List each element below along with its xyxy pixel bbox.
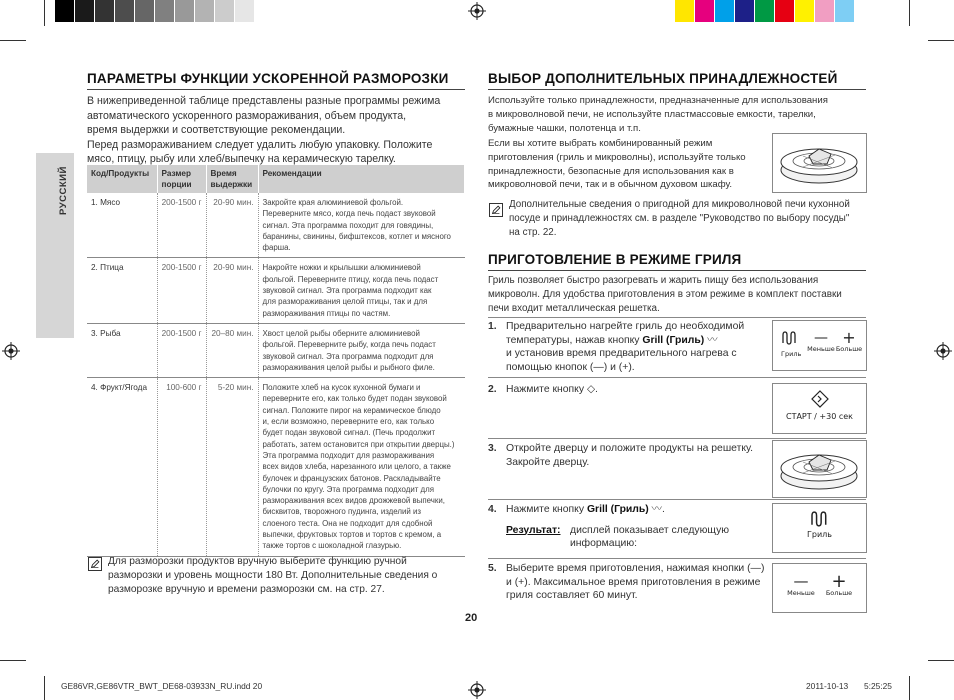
advice-line: фольгой. Переверните птицу, когда печь подаст <box>262 274 439 284</box>
cell-advice <box>258 193 465 258</box>
cell-time: 20-90 мин. <box>206 193 258 258</box>
crop-mark <box>0 660 26 661</box>
grill-wave-icon: 〰 <box>707 334 718 346</box>
text-line: принадлежности, безопасные для использования как в <box>488 165 734 177</box>
accessories-heading: ВЫБОР ДОПОЛНИТЕЛЬНЫХ ПРИНАДЛЕЖНОСТЕЙ <box>488 71 866 90</box>
text-span: Нажмите кнопку <box>506 504 587 515</box>
text-line: время выдержки и соответствующие рекомендации. <box>87 124 346 136</box>
color-swatch <box>815 0 835 22</box>
less-button-label: Меньше <box>787 589 815 597</box>
color-swatch <box>175 0 195 22</box>
crop-mark <box>44 0 45 26</box>
advice-line: Положите хлеб на кусок кухонной бумаги и <box>262 383 421 393</box>
text-span: Выберите время приготовления, нажимая кнопки ( <box>506 563 751 574</box>
text-line: приготовления (гриль и микроволны), используйте только <box>488 151 746 163</box>
step-divider <box>488 377 866 378</box>
advice-line: Эта программа подходит для размораживания <box>262 450 435 460</box>
advice-line: также тортов с шоколадной глазурью. <box>262 541 402 551</box>
grill-button-label: Гриль <box>781 350 802 358</box>
table-row <box>87 323 465 377</box>
step-3 <box>488 442 770 469</box>
text-span: ). <box>628 361 635 373</box>
grill-display-label: Гриль <box>807 530 832 539</box>
step-4 <box>488 503 770 551</box>
advice-line: сигнал. Положите пирог на керамическое блюдо <box>262 405 441 415</box>
text-line: гриля составляет 60 минут. <box>506 590 638 601</box>
plus-icon: + <box>622 361 629 373</box>
text-line: Используйте только принадлежности, предназначенные для использования <box>488 95 828 106</box>
text-line: в микроволновой печи, не используйте пластмассовые емкости, тарелки, <box>488 108 816 120</box>
grill-wave-icon <box>809 511 831 527</box>
plus-icon: + <box>831 571 847 592</box>
result-text <box>570 524 729 551</box>
crop-mark <box>909 0 910 26</box>
crop-mark <box>0 40 26 41</box>
advice-line: звуковой сигнал. Эта программа подходит для <box>262 351 434 361</box>
text-span: Нажмите кнопку <box>506 384 587 395</box>
color-swatch <box>675 0 695 22</box>
text-span: помощью кнопок ( <box>506 361 594 373</box>
text-line: печи входит металлическая решетка. <box>488 302 660 314</box>
more-button-label: Больше <box>835 345 863 353</box>
advice-line: фарша. <box>262 243 291 253</box>
text-line: Закройте дверцу. <box>506 456 590 468</box>
table-header-row <box>87 165 465 193</box>
defrost-table <box>87 165 465 557</box>
grill-wave-icon: 〰 <box>651 504 663 515</box>
advice-line: размораживания целой рыбы и рыбного филе. <box>262 362 435 372</box>
advice-line: булочки по кругу. Эта программа подходит для <box>262 484 435 494</box>
cell-size: 100-600 г <box>157 378 206 556</box>
text-line: Перед размораживанием следует удалить любую упаковку. Положите <box>87 138 433 151</box>
advice-line: звуковой сигнал. Эта программа подходит как <box>262 286 432 296</box>
grill-display-panel <box>772 503 867 553</box>
grill-rack-icon <box>773 441 866 497</box>
advice-line: будет подан звуковой сигнал. (Печь продолжит <box>262 428 436 438</box>
cell-code: 4. Фрукт/Ягода <box>87 378 157 556</box>
text-line: разморозке вручную и времени разморозки см. на стр. 27. <box>108 584 385 595</box>
minus-icon: — <box>793 572 809 590</box>
color-swatch <box>155 0 175 22</box>
grill-rack-image <box>772 133 867 193</box>
cell-size: 200-1500 г <box>157 193 206 258</box>
color-swatch <box>755 0 775 22</box>
footer-filename: GE86VR,GE86VTR_BWT_DE68-03933N_RU.indd 20 <box>61 681 263 691</box>
grill-controls-panel <box>772 320 867 371</box>
text-line: Предварительно нагрейте гриль до необходимой <box>506 321 745 332</box>
text-line: Дополнительные сведения о пригодной для микроволновой печи кухонной <box>509 199 850 210</box>
advice-line: Накройте ножки и крылышки алюминиевой <box>262 263 421 273</box>
grill-rack-image <box>772 440 867 498</box>
color-swatch <box>835 0 855 22</box>
table-row <box>87 378 465 556</box>
cell-code: 1. Мясо <box>87 193 157 258</box>
col-header-advice: Рекомендации <box>258 165 465 193</box>
text-line: и установив время предварительного нагрева с <box>506 348 737 359</box>
grill-button[interactable] <box>781 331 802 358</box>
col-header-code: Код/Продукты <box>87 165 157 193</box>
text-line: микроволновой печи, так и в обычном духовом шкафу. <box>488 179 733 191</box>
text-line: информацию: <box>570 538 638 549</box>
defrost-note <box>108 555 468 597</box>
cell-advice <box>258 378 465 556</box>
text-span: ) <box>760 563 765 574</box>
text-span: ) и ( <box>603 361 623 373</box>
advice-line: всех видов хлеба, нарезанного или целого, а также <box>262 462 451 472</box>
more-button[interactable] <box>823 571 855 597</box>
plus-icon: + <box>842 328 856 347</box>
accessories-intro <box>488 94 868 135</box>
text-line: микроволн. Для удобства приготовления в этом режиме в комплект поставки <box>488 288 842 300</box>
grill-button-name: Grill (Гриль) <box>586 504 649 515</box>
text-line: посуде и принадлежностях см. в разделе "Руководство по выбору посуды" <box>509 213 850 224</box>
text-line: Для разморозки продуктов вручную выберите функцию ручной <box>108 556 407 567</box>
accessories-note <box>509 198 869 240</box>
text-line: дисплей показывает следующую <box>570 524 730 536</box>
result-row <box>506 524 770 551</box>
text-span: ). Максимальное время приготовления в режиме <box>524 576 761 588</box>
note-pencil-icon <box>489 203 503 217</box>
registration-mark-icon <box>468 2 486 20</box>
color-bar-right <box>675 0 875 22</box>
minus-icon: — <box>593 361 604 373</box>
advice-line: Хвост целой рыбы оберните алюминиевой <box>262 328 420 338</box>
advice-line: переверните его, как только будет подан звуковой <box>262 394 447 404</box>
step-divider <box>488 499 866 500</box>
color-swatch <box>75 0 95 22</box>
advice-line: сигнал. Эта программа походит для говядины, <box>262 220 434 230</box>
text-line <box>506 562 770 576</box>
step-number: 2. <box>488 384 497 395</box>
color-swatch <box>95 0 115 22</box>
start-button-panel <box>772 383 867 434</box>
color-swatch <box>735 0 755 22</box>
text-line: бумажные чашки, полотенца и т.п. <box>488 122 641 134</box>
advice-line: фольгой. Переверните рыбу, когда печь подаст <box>262 340 436 350</box>
color-swatch <box>695 0 715 22</box>
crop-mark <box>928 40 954 41</box>
step-divider <box>488 317 866 318</box>
more-button[interactable] <box>835 328 863 353</box>
table-row <box>87 258 465 323</box>
table-row <box>87 193 465 258</box>
cell-size: 200-1500 г <box>157 323 206 377</box>
text-line <box>506 576 770 590</box>
advice-line: Переверните мясо, когда печь подаст звуковой <box>262 209 436 219</box>
footer-time: 5:25:25 <box>864 681 892 691</box>
text-line: В нижеприведенной таблице представлены разные программы режима <box>87 95 441 107</box>
cell-time: 20–80 мин. <box>206 323 258 377</box>
cell-code: 3. Рыба <box>87 323 157 377</box>
grill-intro <box>488 274 870 315</box>
advice-line: работать, затем остановится при открытии дверцы.) <box>262 439 455 449</box>
crop-mark <box>928 660 954 661</box>
advice-line: размораживания всех видов дрожжевой выпечки, <box>262 496 445 506</box>
language-tab-label: РУССКИЙ <box>58 166 69 215</box>
cell-time: 5-20 мин. <box>206 378 258 556</box>
start-diamond-icon <box>811 390 829 408</box>
grill-heading: ПРИГОТОВЛЕНИЕ В РЕЖИМЕ ГРИЛЯ <box>488 252 866 271</box>
time-controls-panel <box>772 563 867 613</box>
minus-icon: — <box>750 563 761 574</box>
step-number: 5. <box>488 563 497 574</box>
cell-advice <box>258 258 465 323</box>
defrost-intro <box>87 94 467 167</box>
minus-icon: — <box>814 330 828 346</box>
advice-line: и, если возможно, переверните его, как только <box>262 417 435 427</box>
color-swatch <box>215 0 235 22</box>
more-button-label: Больше <box>825 589 853 597</box>
start-diamond-icon: ◇ <box>586 384 595 395</box>
color-swatch <box>195 0 215 22</box>
footer-date: 2011-10-13 <box>806 681 849 691</box>
start-button-label: СТАРТ / +30 сек <box>785 412 853 421</box>
plus-icon: + <box>518 576 525 588</box>
crop-mark <box>44 676 45 700</box>
text-line <box>506 503 770 517</box>
less-button[interactable] <box>807 331 835 353</box>
col-header-time: Время выдержки <box>206 165 258 193</box>
color-swatch <box>715 0 735 22</box>
step-divider <box>488 438 866 439</box>
text-line <box>506 334 770 348</box>
text-span: . <box>662 504 665 515</box>
text-line: разморозки и уровень мощности 180 Вт. Дополнительные сведения о <box>108 570 438 581</box>
text-line: Откройте дверцу и положите продукты на решетку. <box>506 443 754 454</box>
grill-wave-icon <box>781 331 799 345</box>
cell-advice <box>258 323 465 377</box>
color-swatch <box>135 0 155 22</box>
text-span: температуры, нажав кнопку <box>506 334 643 346</box>
text-line: мясо, птицу, рыбу или хлеб/выпечку на керамическую тарелку. <box>87 153 396 165</box>
crop-mark <box>909 676 910 700</box>
advice-line: Закройте края алюминиевой фольгой. <box>262 198 404 207</box>
step-number: 4. <box>488 504 497 515</box>
step-number: 1. <box>488 321 497 332</box>
page-number: 20 <box>465 612 478 624</box>
less-button[interactable] <box>785 574 817 597</box>
advice-line: для размораживания целой птицы, так и для <box>262 297 428 307</box>
cell-time: 20-90 мин. <box>206 258 258 323</box>
color-swatch <box>235 0 255 22</box>
text-line: Гриль позволяет быстро разогревать и жарить пищу без использования <box>488 275 819 286</box>
step-2 <box>488 383 770 397</box>
start-button[interactable] <box>773 390 866 421</box>
grill-display <box>773 511 866 539</box>
grill-rack-icon <box>773 134 866 192</box>
text-line: автоматического ускоренного размораживания, объем продукта, <box>87 109 407 122</box>
color-swatch <box>855 0 875 22</box>
text-line: Если вы хотите выбрать комбинированный режим <box>488 138 713 149</box>
result-label: Результат: <box>506 524 561 536</box>
color-swatch <box>55 0 75 22</box>
note-pencil-icon <box>88 557 102 571</box>
text-line <box>506 361 770 375</box>
color-bar-left <box>55 0 275 22</box>
advice-line: булочек и французских батонов. Раскладывайте <box>262 473 441 483</box>
grill-button-name: Grill (Гриль) <box>642 334 705 346</box>
registration-mark-icon <box>2 342 20 360</box>
step-divider <box>488 558 866 559</box>
step-number: 3. <box>488 443 497 454</box>
less-button-label: Меньше <box>807 345 835 353</box>
text-span: . <box>594 384 598 395</box>
color-swatch <box>795 0 815 22</box>
step-1 <box>488 320 770 374</box>
advice-line: выпечки, фруктовых тортов и тортов с кремом, а <box>262 530 442 540</box>
text-line: на стр. 22. <box>509 227 557 238</box>
advice-line: баранины, свинины, бифштексов, котлет и мясного <box>262 231 451 241</box>
cell-code: 2. Птица <box>87 258 157 323</box>
registration-mark-icon <box>934 342 952 360</box>
defrost-heading: ПАРАМЕТРЫ ФУНКЦИИ УСКОРЕННОЙ РАЗМОРОЗКИ <box>87 71 465 90</box>
advice-line: слоеного теста. Она не подходит для сдобной <box>262 518 433 528</box>
color-swatch <box>775 0 795 22</box>
color-swatch <box>255 0 275 22</box>
step-5 <box>488 562 770 603</box>
combo-mode-text <box>488 137 773 192</box>
registration-mark-icon <box>468 681 486 699</box>
cell-size: 200-1500 г <box>157 258 206 323</box>
advice-line: бисквитов, творожного пудинга, изделий из <box>262 507 422 517</box>
col-header-size: Размер порции <box>157 165 206 193</box>
color-swatch <box>115 0 135 22</box>
text-span: и ( <box>506 576 519 588</box>
advice-line: размораживания птицы по частям. <box>262 308 391 318</box>
